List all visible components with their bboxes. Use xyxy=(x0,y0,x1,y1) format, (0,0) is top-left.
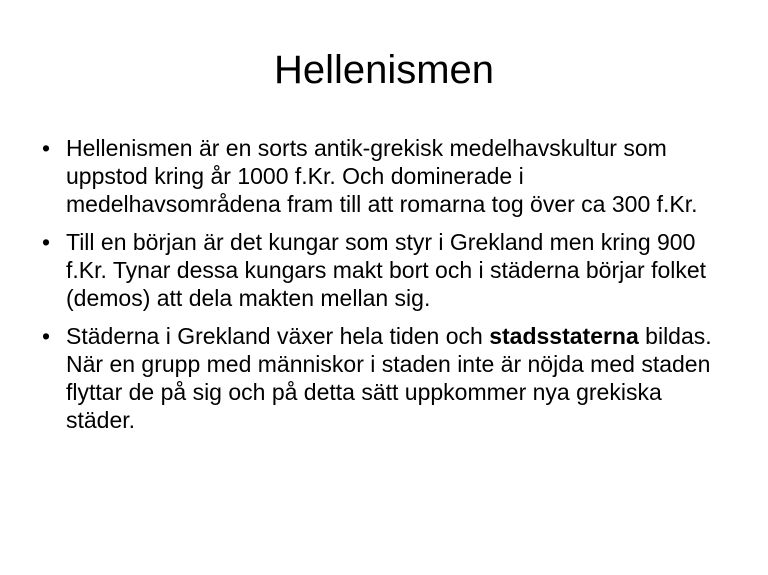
bullet-item xyxy=(40,228,730,312)
bullet-text-bold-term: stadsstaterna xyxy=(489,323,639,349)
bullet-item xyxy=(40,322,730,434)
bullet-icon: • xyxy=(42,135,51,161)
bullet-list xyxy=(40,134,730,444)
bullet-icon: • xyxy=(42,229,51,255)
bullet-icon: • xyxy=(42,323,51,349)
bullet-text xyxy=(66,323,712,433)
bullet-text-segment: bildas. När en grupp med människor i staden inte är nöjda med staden flyttar de på sig och på detta sätt uppkommer nya grekiska städer. xyxy=(66,323,712,433)
bullet-text-segment: Städerna i Grekland växer hela tiden och xyxy=(66,323,490,349)
bullet-text-segment: Hellenismen är en sorts antik-grekisk medelhavskultur som uppstod kring år 1000 f.Kr. Och dominerade i medelhavsområdena fram till att romarna tog över ca 300 f.Kr. xyxy=(66,135,698,217)
bullet-text-segment: Till en början är det kungar som styr i Grekland men kring 900 f.Kr. Tynar dessa kungars makt bort och i städerna börjar folket (demos) att dela makten mellan sig. xyxy=(66,229,707,311)
bullet-text xyxy=(66,135,698,217)
slide-title: Hellenismen xyxy=(273,48,495,92)
bullet-item xyxy=(40,134,730,218)
bullet-text xyxy=(66,229,706,311)
